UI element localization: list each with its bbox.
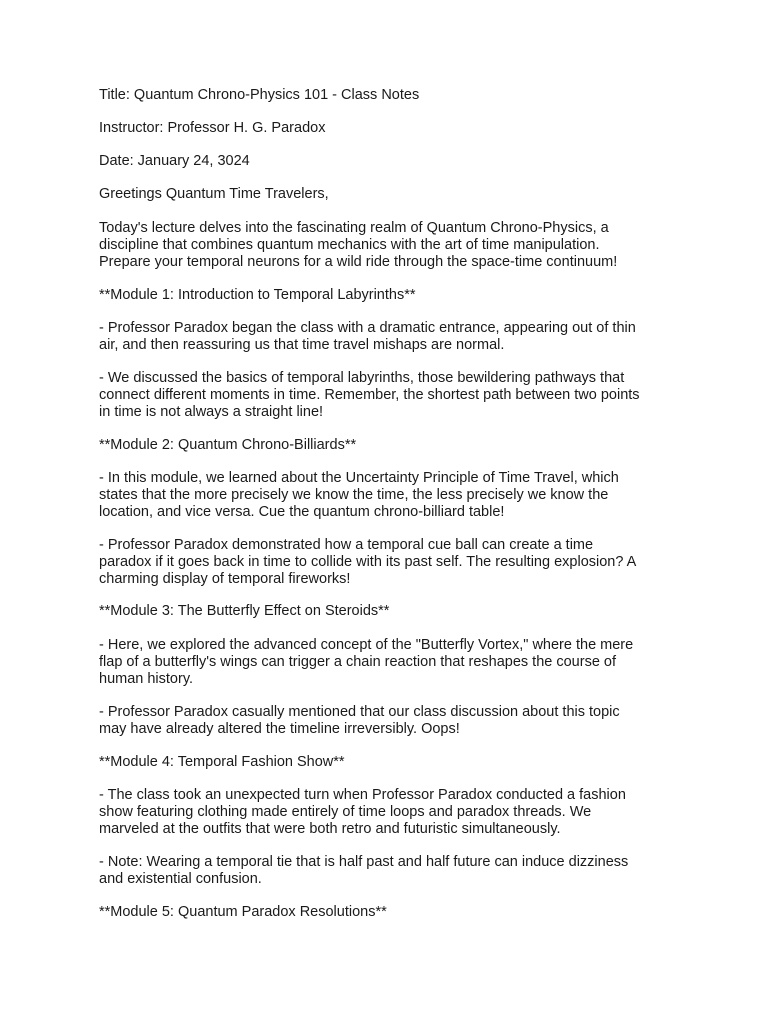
intro-paragraph-line: Prepare your temporal neurons for a wild ride through the space-time continuum! (99, 254, 618, 270)
paragraph-line: - Professor Paradox began the class with a dramatic entrance, appearing out of thin (99, 320, 636, 336)
paragraph-line: states that the more precisely we know the time, the less precisely we know the (99, 487, 609, 503)
date-line-line: Date: January 24, 3024 (99, 153, 250, 169)
paragraph-line: - In this module, we learned about the Uncertainty Principle of Time Travel, which (99, 470, 619, 486)
paragraph-line: paradox if it goes back in time to collide with its past self. The resulting explosion? A (99, 554, 637, 570)
instructor-line-line: Instructor: Professor H. G. Paradox (99, 120, 326, 136)
paragraph-line: human history. (99, 671, 194, 687)
paragraph-line: location, and vice versa. Cue the quantum chrono-billiard table! (99, 504, 505, 520)
intro-paragraph-line: discipline that combines quantum mechanics with the art of time manipulation. (99, 237, 600, 253)
paragraph-line: may have already altered the timeline irreversibly. Oops! (99, 721, 460, 737)
module-3-heading-line: **Module 3: The Butterfly Effect on Steroids** (99, 603, 390, 619)
paragraph-line: and existential confusion. (99, 871, 262, 887)
paragraph-line: - The class took an unexpected turn when Professor Paradox conducted a fashion (99, 787, 626, 803)
paragraph-line: - Note: Wearing a temporal tie that is half past and half future can induce dizziness (99, 854, 629, 870)
module-1-heading-line: **Module 1: Introduction to Temporal Labyrinths** (99, 287, 416, 303)
paragraph-line: connect different moments in time. Remember, the shortest path between two points (99, 387, 640, 403)
paragraph-line: marveled at the outfits that were both retro and futuristic simultaneously. (99, 821, 561, 837)
paragraph-line: - Professor Paradox casually mentioned that our class discussion about this topic (99, 704, 620, 720)
doc-title-line: Title: Quantum Chrono-Physics 101 - Class Notes (99, 87, 420, 103)
paragraph-line: - We discussed the basics of temporal labyrinths, those bewildering pathways that (99, 370, 625, 386)
paragraph-line: - Professor Paradox demonstrated how a temporal cue ball can create a time (99, 537, 594, 553)
paragraph-line: - Here, we explored the advanced concept of the "Butterfly Vortex," where the mere (99, 637, 634, 653)
greeting-line: Greetings Quantum Time Travelers, (99, 186, 329, 202)
paragraph-line: air, and then reassuring us that time travel mishaps are normal. (99, 337, 505, 353)
module-5-heading-line: **Module 5: Quantum Paradox Resolutions** (99, 904, 387, 920)
paragraph-line: flap of a butterfly's wings can trigger a chain reaction that reshapes the course of (99, 654, 617, 670)
intro-paragraph-line: Today's lecture delves into the fascinating realm of Quantum Chrono-Physics, a (99, 220, 609, 236)
paragraph-line: show featuring clothing made entirely of time loops and paradox threads. We (99, 804, 592, 820)
module-4-heading-line: **Module 4: Temporal Fashion Show** (99, 754, 345, 770)
paragraph-line: in time is not always a straight line! (99, 404, 324, 420)
paragraph-line: charming display of temporal fireworks! (99, 571, 351, 587)
module-2-heading-line: **Module 2: Quantum Chrono-Billiards** (99, 437, 357, 453)
